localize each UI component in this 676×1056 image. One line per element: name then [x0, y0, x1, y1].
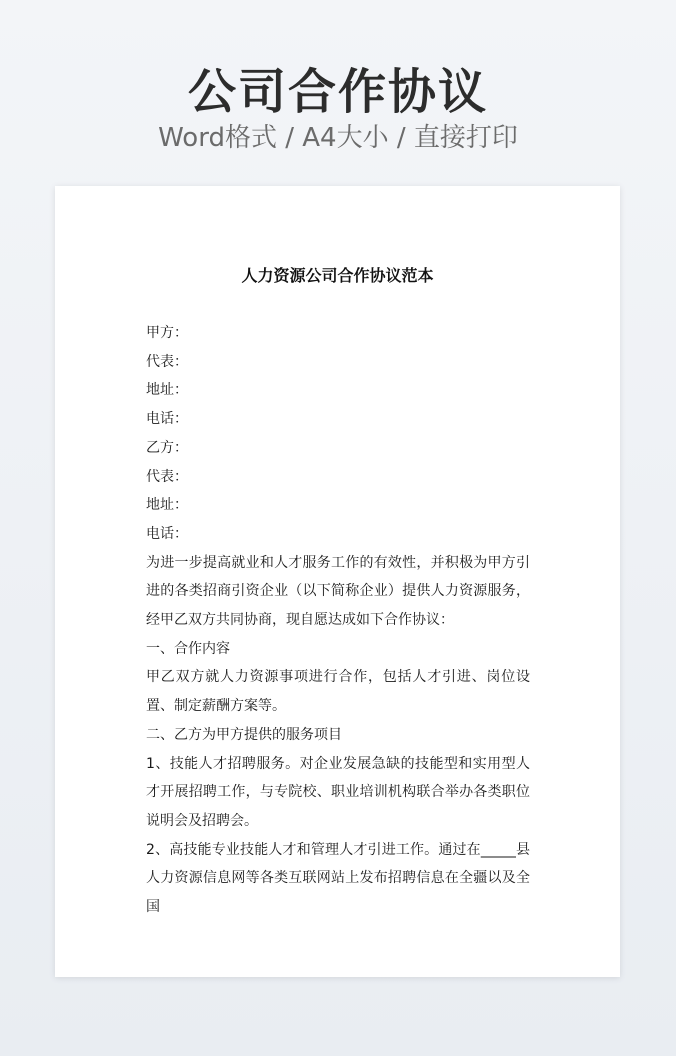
intro-paragraph: 为进一步提高就业和人才服务工作的有效性，并积极为甲方引进的各类招商引资企业（以下简称企业）提供人力资源服务，经甲乙双方共同协商，现自愿达成如下合作协议： [146, 554, 530, 629]
cooperation-paragraph: 甲乙双方就人力资源事项进行合作，包括人才引进、岗位设置、制定薪酬方案等。 [146, 669, 530, 715]
banner-subtitle: Word格式 / A4大小 / 直接打印 [158, 123, 518, 153]
service-item-1: 1、技能人才招聘服务。对企业发展急缺的技能型和实用型人才开展招聘工作，与专院校、职业培训机构联合举办各类职位说明会及招聘会。 [146, 755, 530, 829]
service-item-2: 2、高技能专业技能人才和管理人才引进工作。通过在_____县人力资源信息网等各类互联网站上发布招聘信息在全疆以及全国 [146, 841, 530, 916]
party-b-phone-label: 电话： [146, 525, 188, 542]
banner-title: 公司合作协议 [187, 64, 488, 120]
section-heading-services: 二、乙方为甲方提供的服务项目 [146, 726, 342, 743]
document-title: 人力资源公司合作协议范本 [241, 266, 434, 285]
document-page [55, 186, 620, 977]
party-a-label: 甲方： [146, 325, 188, 341]
party-b-label: 乙方： [146, 439, 188, 456]
document-body [146, 319, 530, 922]
party-b-address-label: 地址： [146, 497, 188, 514]
party-a-phone-label: 电话： [146, 411, 188, 428]
section-heading-cooperation: 一、合作内容 [146, 640, 230, 657]
party-b-representative-label: 代表： [146, 468, 188, 485]
party-a-address-label: 地址： [146, 382, 188, 399]
party-a-representative-label: 代表： [146, 353, 188, 370]
